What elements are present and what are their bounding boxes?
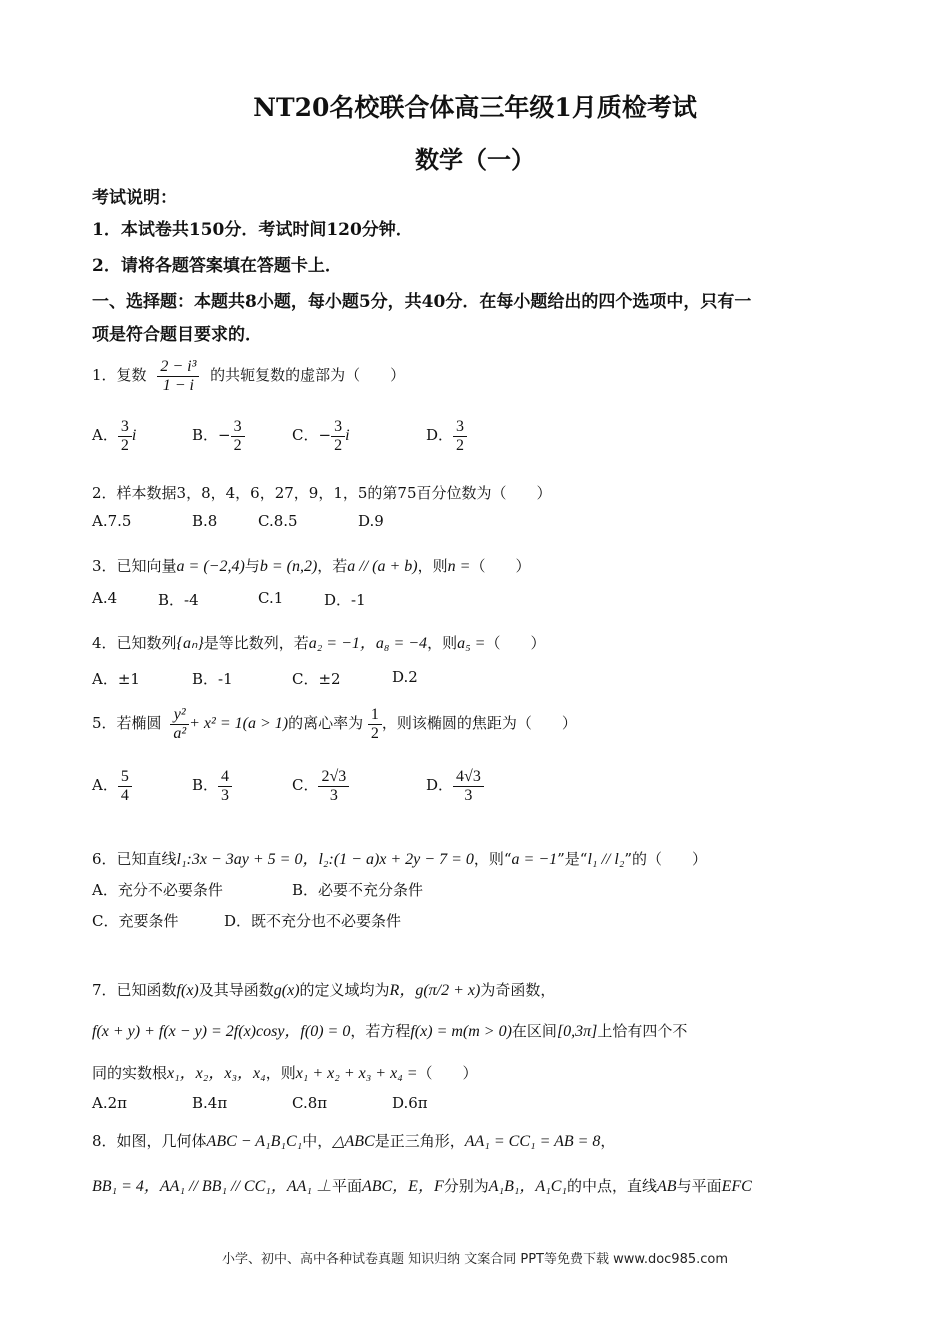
option-label: B．: [192, 426, 219, 445]
option-den: 3: [221, 786, 230, 804]
question-6: [92, 846, 707, 869]
q2-option-b: B.8: [192, 512, 218, 530]
q7-text-end: （ ）: [417, 1064, 478, 1082]
q4-option-b: B．-1: [192, 670, 233, 688]
q3-text: 3．已知向量: [92, 557, 177, 575]
q1-text: 1．复数: [92, 366, 147, 385]
option-num: 2√3: [318, 768, 349, 787]
q5-denominator: a²: [173, 724, 187, 742]
q7-option-b: B.4π: [192, 1094, 228, 1112]
q6-option-b: B．必要不充分条件: [292, 881, 424, 899]
option-label: C．: [292, 776, 319, 795]
q8-triangle: △ABC: [332, 1133, 375, 1150]
option-label: A．: [92, 426, 118, 445]
q6-option-c: C．充要条件: [92, 912, 179, 930]
q3-option-d: D．-1: [324, 591, 366, 609]
q5-eccentricity: [368, 706, 382, 742]
q3-vector-a: a = (−2,4): [176, 558, 245, 575]
q8-plane: EFC: [721, 1178, 752, 1195]
q6-condition-a: a = −1: [511, 851, 558, 868]
option-den: 2: [233, 436, 242, 454]
q5-e-num: 1: [368, 706, 382, 725]
option-den: 3: [329, 786, 338, 804]
q1-denominator: 1 − i: [162, 376, 194, 394]
question-8-line2: [92, 1173, 752, 1196]
exam-subtitle: 数学（一）: [415, 145, 535, 174]
option-label: B．: [192, 776, 219, 795]
q8-text: 8．如图，几何体: [92, 1132, 207, 1150]
q7-text: 为奇函数，: [480, 981, 556, 999]
option-label: D．: [426, 426, 454, 445]
q4-text: ，则: [427, 634, 458, 652]
q5-text: 5．若椭圆: [92, 714, 162, 733]
q5-text: 的离心率为: [288, 714, 364, 733]
q1-text-end: 的共轭复数的虚部为（ ）: [210, 366, 406, 385]
option-num: 4√3: [453, 768, 484, 787]
option-num: 4: [218, 768, 232, 787]
q5-numerator: y²: [170, 706, 189, 725]
option-label: D．: [426, 776, 454, 795]
q8-text: ，: [600, 1132, 616, 1150]
option-den: 3: [464, 786, 473, 804]
question-3: [92, 555, 530, 576]
q5-equation: + x² = 1(a > 1): [189, 715, 289, 733]
q6-text-end: ”的（ ）: [624, 850, 708, 868]
q8-text: 的中点，直线: [567, 1177, 658, 1195]
q8-lengths: AA₁ = CC₁ = AB = 8: [464, 1133, 601, 1150]
q7-text: 同的实数根: [92, 1064, 168, 1082]
option-num: 3: [118, 418, 132, 437]
q3-text-end: （ ）: [470, 557, 531, 575]
q6-option-a: A．充分不必要条件: [92, 881, 223, 899]
option-den: 4: [120, 786, 129, 804]
question-7-line3: [92, 1060, 478, 1083]
option-label: A．: [92, 776, 118, 795]
q7-text: 在区间: [511, 1022, 557, 1040]
q3-option-b: B．-4: [158, 591, 199, 609]
option-den: 2: [120, 436, 129, 454]
q4-sequence: {aₙ}: [176, 635, 204, 652]
q8-text: 中，: [302, 1132, 333, 1150]
question-5: [92, 706, 577, 742]
q2-option-d: D.9: [358, 512, 384, 530]
question-1: [92, 358, 405, 394]
q7-option-c: C.8π: [292, 1094, 328, 1112]
q3-unknown: n =: [447, 558, 471, 575]
q4-text: 是等比数列，若: [203, 634, 309, 652]
q4-text-end: （ ）: [485, 634, 546, 652]
q1-option-b: [192, 418, 245, 454]
option-den: 2: [334, 436, 343, 454]
q7-derivative: g(x): [273, 982, 300, 999]
q2-option-a: A.7.5: [92, 512, 132, 530]
q7-roots: x₁，x₂，x₃，x₄: [167, 1065, 266, 1082]
q7-domain: R，g(π/2 + x): [389, 982, 481, 999]
q7-text: 的定义域均为: [299, 981, 390, 999]
q6-option-d: D．既不充分也不必要条件: [224, 912, 402, 930]
q5-option-d: [426, 768, 484, 804]
section-heading: 一、选择题：本题共8小题，每小题5分，共40分．在每小题给出的四个选项中，只有一: [92, 292, 752, 312]
q8-text: 与平面: [676, 1177, 722, 1195]
q6-text: 6．已知直线: [92, 850, 177, 868]
option-num: 5: [118, 768, 132, 787]
q4-option-d: D.2: [392, 668, 418, 686]
option-label: C．: [292, 426, 319, 445]
q7-equation: f(x) = m(m > 0): [410, 1023, 512, 1040]
q7-function: f(x): [176, 982, 199, 999]
q3-option-a: A.4: [92, 589, 118, 607]
q5-e-den: 2: [370, 724, 379, 742]
q6-lines: l₁:3x − 3ay + 5 = 0，l₂:(1 − a)x + 2y − 7 = 0: [176, 851, 474, 868]
q7-option-a: A.2π: [92, 1094, 128, 1112]
question-2: 2．样本数据3，8，4，6，27，9，1，5的第75百分位数为（ ）: [92, 484, 552, 502]
q4-given-terms: a₂ = −1，a₈ = −4: [308, 635, 428, 652]
q7-identity: f(x + y) + f(x − y) = 2f(x)cosy，f(0) = 0: [92, 1023, 351, 1040]
q3-text: ，若: [317, 557, 348, 575]
q8-text: 是正三角形，: [374, 1132, 465, 1150]
q3-text: ，则: [417, 557, 448, 575]
option-num: 3: [331, 418, 345, 437]
q8-text: 分别为: [443, 1177, 489, 1195]
q8-segments: A₁B₁，A₁C₁: [488, 1178, 567, 1195]
option-sign: −: [218, 426, 231, 445]
q1-option-c: [292, 418, 350, 454]
q7-option-d: D.6π: [392, 1094, 428, 1112]
instruction-item: 1．本试卷共150分．考试时间120分钟．: [92, 220, 413, 240]
q7-text: ，若方程: [350, 1022, 411, 1040]
q6-text: ”是“: [557, 850, 588, 868]
option-suffix: i: [345, 427, 350, 445]
q7-text: ，则: [265, 1064, 296, 1082]
q8-conditions: BB₁ = 4，AA₁ // BB₁ // CC₁，AA₁ ⊥: [92, 1178, 332, 1195]
q7-interval: [0,3π]: [556, 1023, 598, 1040]
option-num: 3: [231, 418, 245, 437]
q3-option-c: C.1: [258, 589, 284, 607]
q8-plane-points: ABC，E，F: [361, 1178, 444, 1195]
instruction-item: 2．请将各题答案填在答题卡上．: [92, 256, 342, 276]
q1-fraction: [157, 358, 199, 394]
q1-numerator: 2 − i³: [157, 358, 199, 377]
page-footer: 小学、初中、高中各种试卷真题 知识归纳 文案合同 PPT等免费下载 www.doc985.com: [221, 1252, 729, 1267]
q3-text: 与: [244, 557, 260, 575]
q6-text: ，则“: [473, 850, 512, 868]
q5-text-end: ，则该椭圆的焦距为（ ）: [381, 714, 577, 733]
q2-option-c: C.8.5: [258, 512, 298, 530]
q1-option-d: [426, 418, 467, 454]
q5-fraction: [170, 706, 189, 742]
q3-condition: a // (a + b): [347, 558, 418, 575]
question-4: [92, 630, 545, 653]
q1-option-a: [92, 418, 136, 454]
q8-line: AB: [657, 1178, 677, 1195]
q7-text: 7．已知函数: [92, 981, 177, 999]
q4-option-c: C．±2: [292, 670, 341, 688]
q7-sum: x₁ + x₂ + x₃ + x₄ =: [295, 1065, 418, 1082]
question-8: [92, 1130, 615, 1151]
q7-text: 上恰有四个不: [597, 1022, 688, 1040]
exam-title: NT20名校联合体高三年级1月质检考试: [253, 93, 697, 122]
q7-text: 及其导函数: [198, 981, 274, 999]
q3-vector-b: b = (n,2): [259, 558, 318, 575]
q5-option-c: [292, 768, 349, 804]
question-7: [92, 977, 555, 1000]
option-den: 2: [456, 436, 465, 454]
question-7-line2: [92, 1018, 687, 1041]
q5-option-a: [92, 768, 132, 804]
q8-solid: ABC − A₁B₁C₁: [206, 1133, 303, 1150]
q4-text: 4．已知数列: [92, 634, 177, 652]
option-num: 3: [453, 418, 467, 437]
section-heading-cont: 项是符合题目要求的．: [92, 325, 262, 345]
q4-option-a: A．±1: [92, 670, 140, 688]
instructions-heading: 考试说明：: [92, 188, 177, 208]
q8-text: 平面: [331, 1177, 362, 1195]
q5-option-b: [192, 768, 232, 804]
option-sign: −: [318, 426, 332, 445]
option-suffix: i: [131, 427, 137, 445]
q4-unknown: a₅ =: [457, 635, 486, 652]
q6-condition-b: l₁ // l₂: [587, 851, 625, 868]
